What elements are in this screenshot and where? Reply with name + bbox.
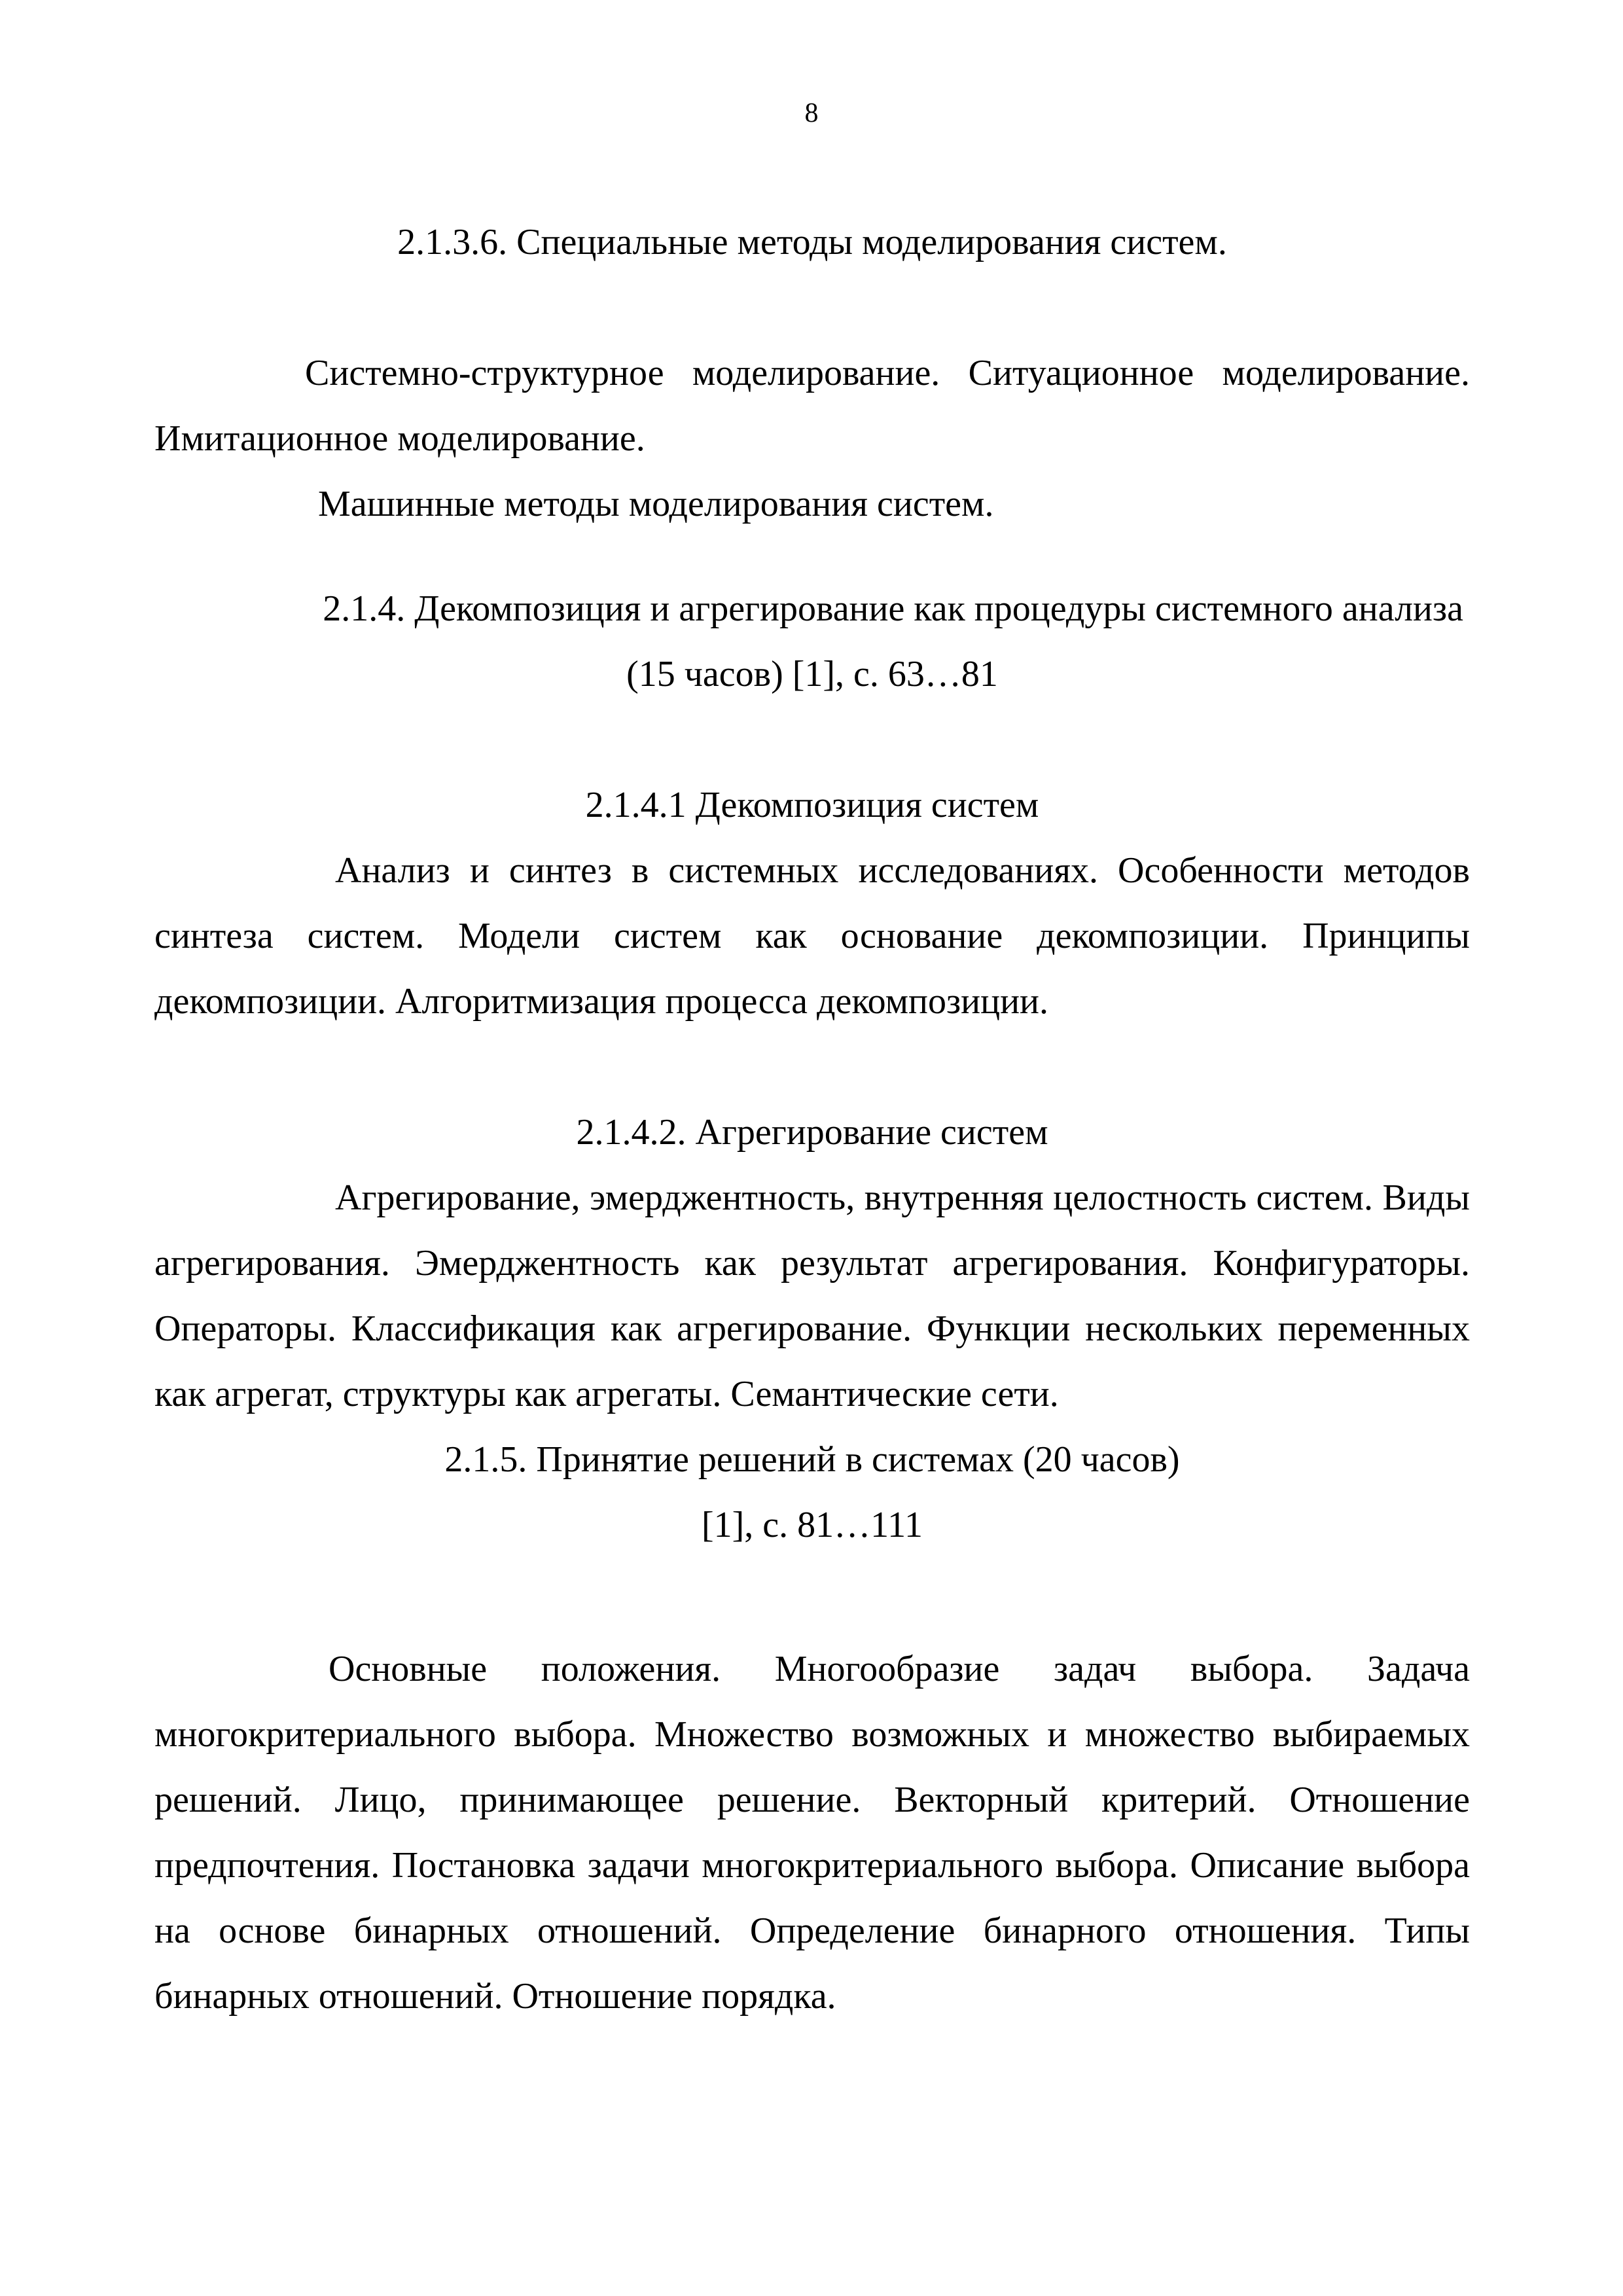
spacer bbox=[154, 707, 1470, 772]
heading-2-1-5-line1: 2.1.5. Принятие решений в системах (20 часов) bbox=[444, 1439, 1180, 1480]
page-content bbox=[154, 209, 1470, 2029]
spacer bbox=[154, 1034, 1470, 1100]
paragraph-machine-methods: Машинные методы моделирования систем. bbox=[318, 484, 994, 524]
heading-2-1-4-2: 2.1.4.2. Агрегирование систем bbox=[576, 1112, 1048, 1153]
paragraph-decomposition: Анализ и синтез в системных исследованиях. Особенности методов синтеза систем. Модели систем как основание декомпозиции. Принципы декомпозиции. Алгоритмизация процесса декомпозиции. bbox=[154, 850, 1470, 1022]
heading-2-1-4-line2: (15 часов) [1], с. 63…81 bbox=[626, 654, 998, 694]
heading-2-1-3-6: 2.1.3.6. Специальные методы моделирования систем. bbox=[397, 222, 1227, 262]
heading-2-1-4-1: 2.1.4.1 Декомпозиция систем bbox=[585, 785, 1039, 825]
spacer bbox=[154, 537, 1470, 576]
heading-2-1-5-line2: [1], с. 81…111 bbox=[702, 1505, 923, 1545]
paragraph-modeling-types: Системно-структурное моделирование. Ситуационное моделирование. Имитационное моделирование. bbox=[154, 353, 1470, 459]
spacer bbox=[154, 275, 1470, 340]
paragraph-aggregation: Агрегирование, эмерджентность, внутренняя целостность систем. Виды агрегирования. Эмерджентность как результат агрегирования. Конфигураторы. Операторы. Классификация как агрегирование. Функции нескольких переменных как агрегат, структуры как агрегаты. Семантические сети. bbox=[154, 1177, 1470, 1414]
paragraph-decision-making: Основные положения. Многообразие задач выбора. Задача многокритериального выбора. Множество возможных и множество выбираемых решений. Лицо, принимающее решение. Векторный критерий. Отношение предпочтения. Постановка задачи многокритериального выбора. Описание выбора на основе бинарных отношений. Определение бинарного отношения. Типы бинарных отношений. Отношение порядка. bbox=[154, 1649, 1470, 2017]
page-number: 8 bbox=[804, 98, 819, 128]
heading-2-1-4-line1: 2.1.4. Декомпозиция и агрегирование как процедуры системного анализа bbox=[323, 588, 1463, 629]
spacer bbox=[154, 1558, 1470, 1636]
